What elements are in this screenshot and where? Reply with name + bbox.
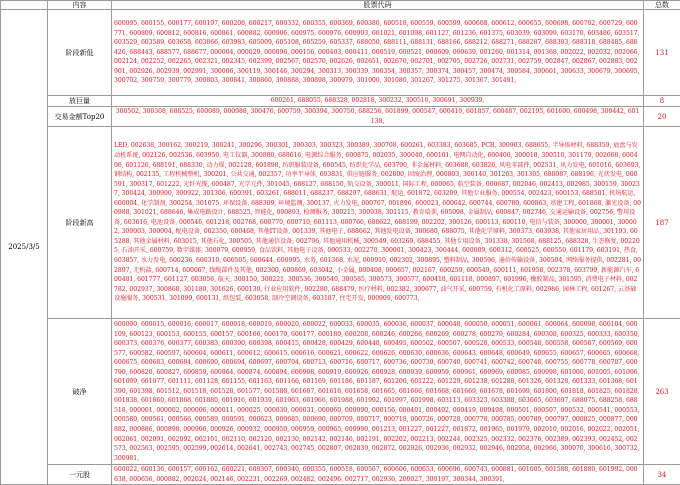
table-row	[1, 96, 680, 107]
codes-cell: 600261, 688055, 688328, 002818, 300232, 300510, 300691, 300939,	[112, 96, 644, 107]
table-row	[1, 10, 680, 96]
table-row	[1, 465, 680, 485]
count-cell: 34	[644, 465, 680, 485]
codes-cell: 600000, 600015, 600016, 600017, 600018, 600019, 600020, 600022, 600033, 600035, 600036, 600037, 600048, 600050, 600051, 600061, 600064, 600098, 600104, 600109, 600123, 600153, 600155, 600157, 600166, 600170, 600177, 600180, 600208, 600246, 600266, 600269, 600278, 600279, 600284, 600308, 600325, 600333, 600350, 600373, 600376, 600377, 600383, 600390, 600398, 600415, 600428, 600429, 600448, 600495, 600502, 600507, 600528, 600533, 600548, 600558, 600567, 600569, 600577, 600582, 600597, 600604, 600611, 600612, 600615, 600616, 600621, 600622, 600626, 600630, 600636, 600643, 600648, 600649, 600655, 600657, 600665, 600668, 600675, 600683, 600684, 600690, 600694, 600697, 600704, 600713, 600716, 600717, 600736, 600739, 600740, 600741, 600742, 600748, 600755, 600778, 600787, 600790, 600820, 600827, 600859, 600864, 600874, 600894, 600908, 600919, 600926, 600928, 600939, 600959, 600961, 600969, 600985, 600998, 601000, 601005, 601006, 601009, 601077, 601111, 601128, 601155, 601163, 601166, 601169, 601186, 601187, 601200, 601222, 601229, 601238, 601288, 601326, 601328, 601333, 601368, 601390, 601398, 601512, 601518, 601528, 601577, 601588, 601607, 601618, 601658, 601665, 601666, 601668, 601669, 601678, 601699, 601800, 601818, 601825, 601828, 601838, 601860, 601868, 601880, 601916, 601939, 601963, 601966, 601988, 601992, 601997, 601998, 603113, 603323, 603388, 603665, 603697, 688075, 688258, 688518, 000001, 000002, 000006, 000011, 000025, 000030, 000031, 000060, 000090, 000156, 000401, 000402, 000419, 000498, 000501, 000507, 000532, 000541, 000553, 000580, 000561, 000566, 000589, 000591, 000623, 000685, 000690, 000709, 000717, 000718, 000726, 000728, 000778, 000785, 000789, 000797, 000825, 000877, 000882, 000886, 000898, 000906, 000926, 000932, 000950, 000959, 000965, 000990, 001213, 001227, 001227, 001872, 001965, 001979, 002010, 002016, 002022, 002051, 002061, 002091, 002092, 002101, 002110, 002120, 002130, 002142, 002146, 002191, 002202, 002213, 002244, 002325, 002332, 002376, 002389, 002393, 002452, 002573, 002563, 002595, 002599, 002614, 002641, 002743, 002745, 002807, 002839, 002872, 002926, 002936, 002932, 002946, 002958, 002966, 300070, 300616, 300732, 300981,	[112, 319, 644, 465]
header-count: 总数	[644, 1, 680, 10]
header-codes: 股票代码	[112, 1, 644, 10]
codes-cell: LED, 002638, 300162, 300219, 300241, 300296, 300301, 300303, 300323, 300389, 300708, 600261, 603383, 603685, PCB, 300903, 688655, 半导体材料, 688359, 底盘与发动机系统, 002126, 002536, 603950, 电工仪器, 300880, 688616, 电源综合服务, 600875, 002035, 300040, 600101, 电网自动化, 600400, 300018, 300510, 301179, 002668, 600406, 601126, 688191, 688330, 动力煤, 002128, 601898, 纺织服装设备, 600545, 纺织化学品, 603790, 非金属材料, 603688, 603826, 风电零部件, 002531, 风力发电, 601016, 603693, 钢结构, 002135, 工程机械整机, 300201, 公共交通, 002357, 功率半导体, 603831, 供应链服务, 002800, 固废治理, 000803, 300140, 301263, 301305, 688087, 688196, 光伏发电, 000591, 300317, 601222, 光纤光缆, 600487, 光学元件, 301045, 688127, 688150, 轨交设备, 300011, 国际工程, 000065, 航空装备, 000687, 002046, 002413, 002985, 300159, 300237, 300424, 300900, 300922, 301306, 600391, 603261, 688011, 688237, 688297, 688631, 航运, 601872, 603209, 其他专业服务, 000554, 002423, 600153, 688501, 机场航运, 600004, 化学制剂, 300254, 301075, 环保设备, 688309, 环境监测, 300137, 火力发电, 000767, 001896, 600023, 600642, 600744, 600780, 600863, 基建工程, 601868, 激光设备, 000988, 301021, 688646, 集成电路设计, 688525, 智能化, 000893, 检测服务, 300215, 300938, 301115, 教育培训, 605098, 金属制品, 600847, 002746, 交通运输设备, 002756, 警用设备, 603616, 电池设备, 000546, 601218, 002768, 600770, 600710, 601113, 000766, 688622, 688199, 002202, 300126, 600113, 600110, 电信与装备, 300000, 300001, 300002, 300003, 300004, 配电设备, 002350, 600468, 其他IT设备, 001339, 其他电子, 688662, 其他发电设备, 300680, 688075, 其他化学原料, 300373, 603938, 其他家居用品, 301193, 605288, 其他金属材料, 603015, 其他石化, 300505, 其他通信设备, 002796, 其他通用机械, 300549, 603269, 688455, 其他专用设备, 301338, 301568, 688125, 688328, 生态修复, 002205, 石油开采, 600759, 数字媒体, 300079, 600959, 食品饮料, 其他电子设备, 000533, 002270, 300001, 300423, 300444, 600089, 600312, 600525, 600550, 601179, 603191, 热食, 603857, 水力发电, 600236, 600310, 600505, 600644, 600995, 水务, 601368, 水泥, 000910, 002302, 300895, 塑料制品, 300596, 通信传输设备, 300504, 网络服务提供, 002281, 002897, 无机盐, 600714, 600067, 线缆部件及其他, 002300, 600869, 603042, 小金属, 000408, 000657, 002167, 600259, 600549, 600111, 601958, 002378, 603799, 新能源汽车, 600481, 601777, 601127, 603056, 航天, 300150, 300221, 300536, 300540, 300585, 300573, 300577, 600418, 601118, 000897, 601996, 橡胶制品, 301595, 消费电子材料, 002782, 002937, 300868, 301180, 301626, 600130, 行业应用软件, 002280, 688479, 医疗材料, 002382, 300677, 油气开采, 600759, 有机化工原料, 002986, 园林工程, 601267, 云基础设施服务, 300531, 301099, 600131, 纸包装, 603058, 制冷空调设备, 603187, 住宅开发, 000909, 600773,	[112, 127, 644, 319]
table-row	[1, 127, 680, 319]
header-category: 内容	[48, 1, 112, 10]
table-row	[1, 319, 680, 465]
count-cell: 8	[644, 96, 680, 107]
category-cell: 一元股	[48, 465, 112, 485]
category-cell: 交易金额Top20	[48, 107, 112, 127]
table-header-row	[1, 1, 680, 10]
table-row	[1, 107, 680, 127]
count-cell: 20	[644, 107, 680, 127]
codes-cell: 600022, 600136, 600157, 600162, 600221, 600307, 600340, 600355, 600518, 600567, 600606, 600653, 600696, 600743, 600881, 601005, 601588, 601880, 601992, 000638, 000656, 000882, 002024, 002146, 002231, 002269, 002482, 002496, 002717, 002936, 200027, 300197, 300344, 300391,	[112, 465, 644, 485]
header-date	[1, 1, 48, 10]
codes-cell: 300502, 300308, 688525, 600089, 000988, 300476, 600759, 300394, 300750, 688256, 601899, 000547, 600410, 601857, 600487, 002195, 601600, 600498, 300442, 601138,	[112, 107, 644, 127]
category-cell: 阶段新低	[48, 10, 112, 96]
category-cell: 放巨量	[48, 96, 112, 107]
count-cell: 187	[644, 127, 680, 319]
date-cell: 2025/3/5	[1, 10, 48, 485]
category-cell: 阶段新高	[48, 127, 112, 319]
count-cell: 131	[644, 10, 680, 96]
count-cell: 263	[644, 319, 680, 465]
codes-cell: 600095, 600155, 600177, 600197, 600208, 600217, 600332, 600355, 600369, 600380, 600518, 600559, 600599, 600608, 600612, 600655, 600698, 600702, 600729, 600771, 600809, 600812, 600816, 600861, 600882, 600906, 600975, 600976, 600993, 601021, 601098, 601127, 601236, 601375, 603039, 603099, 603170, 603486, 603517, 603529, 603589, 603658, 603866, 603983, 605009, 605108, 605259, 605337, 688050, 688111, 688131, 688166, 688212, 688271, 688287, 688303, 688318, 688485, 688426, 688443, 688577, 688677, 000004, 000029, 000096, 000156, 000403, 000411, 000519, 000521, 000609, 000639, 001260, 001314, 001368, 002022, 002032, 002066, 002124, 002252, 002265, 002321, 002345, 002399, 002567, 002570, 002626, 002651, 002670, 002701, 002705, 002726, 002731, 002759, 002847, 002867, 002883, 002901, 002926, 002939, 002991, 300006, 300119, 300146, 300294, 300313, 300339, 300354, 300357, 300374, 300457, 300474, 300584, 300601, 300633, 300679, 300695, 300702, 300759, 300779, 300803, 300841, 300860, 300888, 300898, 300979, 301000, 301080, 301267, 301275, 301367, 301491,	[112, 10, 644, 96]
category-cell: 破净	[48, 319, 112, 465]
